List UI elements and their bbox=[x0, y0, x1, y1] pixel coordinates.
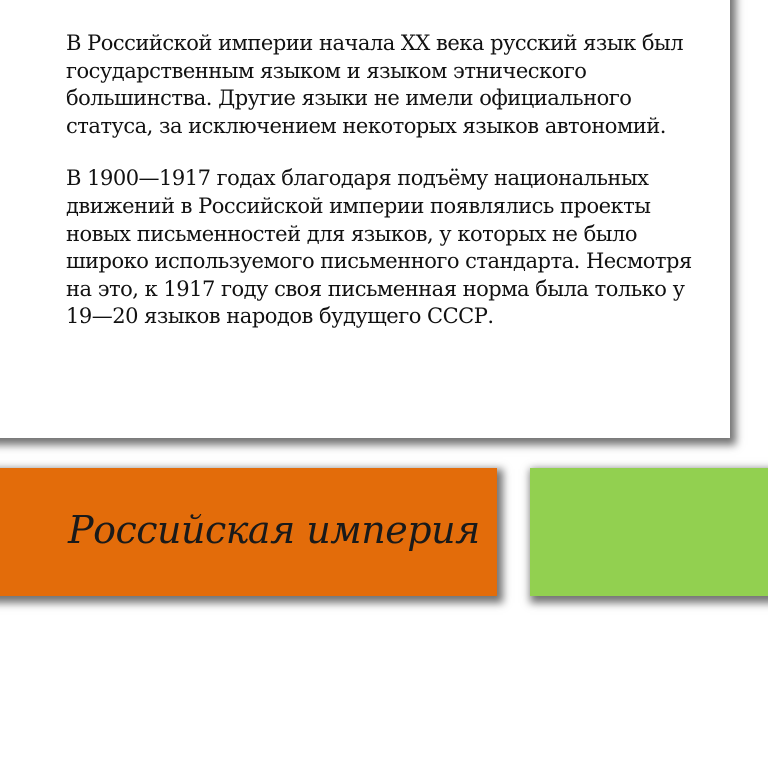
slide-title: Российская империя bbox=[68, 508, 480, 552]
paragraph-2: В 1900—1917 годах благодаря подъёму национальных движений в Российской империи появлялись проекты новых письменностей для языков, у которых не было широко используемого письменного стандарта. Несмотря на это, к 1917 году своя письменная норма была только у 19—20 языков народов будущего СССР. bbox=[66, 166, 692, 329]
title-card bbox=[0, 468, 497, 596]
text-body bbox=[66, 30, 716, 356]
paragraph-1: В Российской империи начала XX века русский язык был государственным языком и языком этнического большинства. Другие языки не имели официального статуса, за исключением некоторых языков автономий. bbox=[66, 31, 684, 138]
accent-card bbox=[530, 468, 768, 596]
